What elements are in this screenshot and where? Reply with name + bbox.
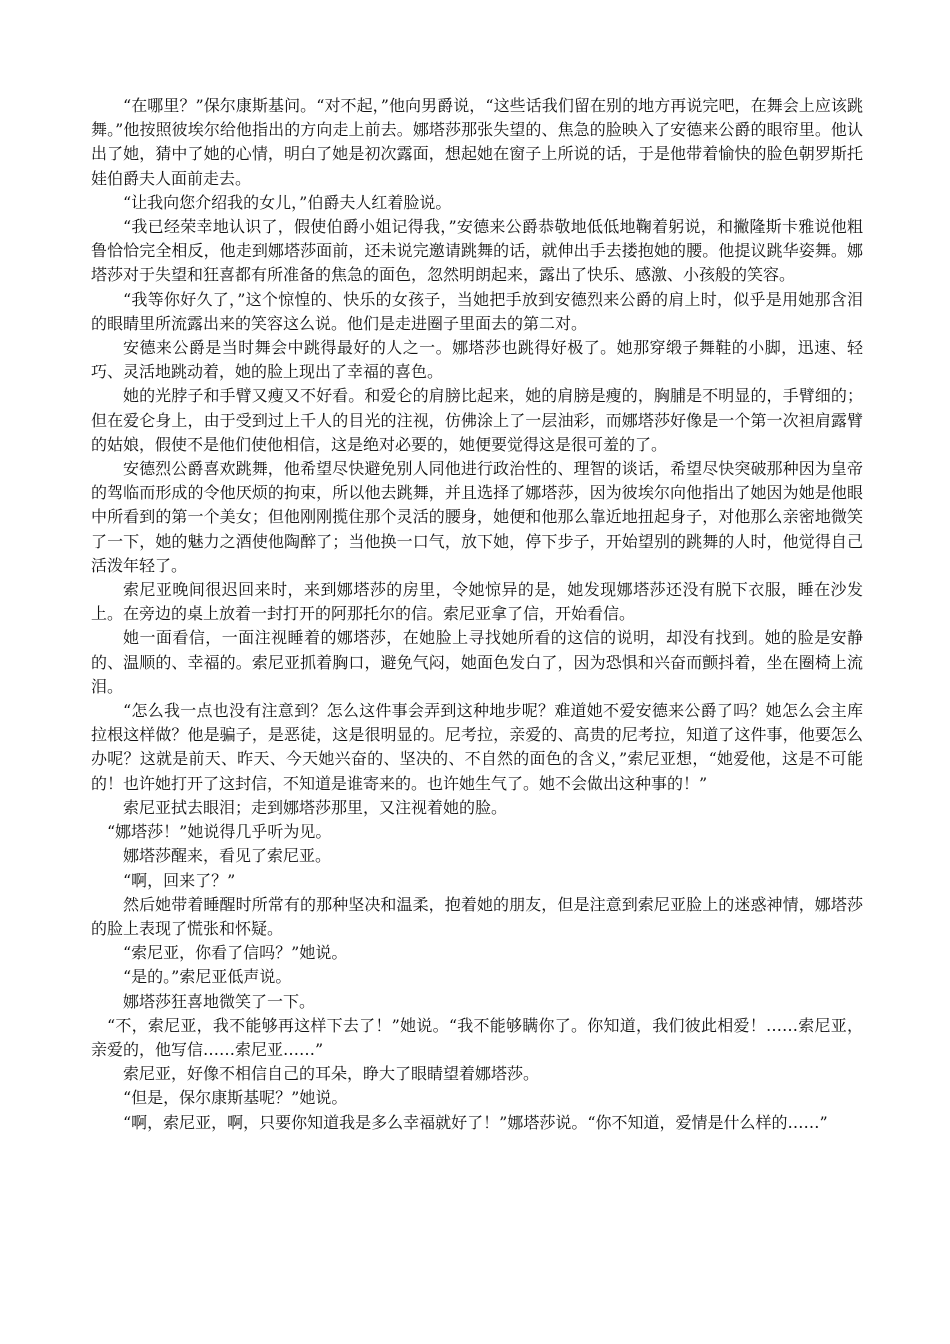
paragraph: 她一面看信，一面注视睡着的娜塔莎，在她脸上寻找她所看的这信的说明，却没有找到。她的脸是安静的、温顺的、幸福的。索尼亚抓着胸口，避免气闷，她面色发白了，因为恐惧和兴奋而颤抖着，坐在圈椅上流泪。	[91, 628, 863, 696]
paragraph: 安德烈公爵喜欢跳舞，他希望尽快避免别人同他进行政治性的、理智的谈话，希望尽快突破那种因为皇帝的驾临而形成的令他厌烦的拘束，所以他去跳舞，并且选择了娜塔莎，因为彼埃尔向他指出了她因为她是他眼中所看到的第一个美女；但他刚刚揽住那个灵活的腰身，她便和他那么靠近地扭起身子，对他那么亲密地微笑了一下，她的魅力之酒使他陶醉了；当他换一口气，放下她，停下步子，开始望别的跳舞的人时，他觉得自己活泼年轻了。	[91, 459, 863, 575]
paragraph: 娜塔莎醒来，看见了索尼亚。	[123, 846, 332, 866]
paragraph: “啊，回来了？”	[123, 870, 236, 890]
paragraph: 索尼亚晚间很迟回来时，来到娜塔莎的房里，令她惊异的是，她发现娜塔莎还没有脱下衣服，睡在沙发上。在旁边的桌上放着一封打开的阿那托尔的信。索尼亚拿了信，开始看信。	[91, 580, 863, 624]
paragraph: “我已经荣幸地认识了，假使伯爵小姐记得我，”安德来公爵恭敬地低低地鞠着躬说，和撇隆斯卡雅说他粗鲁恰恰完全相反，他走到娜塔莎面前，还未说完邀请跳舞的话，就伸出手去搂抱她的腰。他提议跳华姿舞。娜塔莎对于失望和狂喜都有所准备的焦急的面色，忽然明朗起来，露出了快乐、感激、小孩般的笑容。	[91, 217, 863, 285]
paragraph: “不，索尼亚，我不能够再这样下去了！”她说。“我不能够瞒你了。你知道，我们彼此相爱！……索尼亚，亲爱的，他写信……索尼亚……”	[91, 1015, 863, 1059]
paragraph: “是的。”索尼亚低声说。	[123, 967, 292, 987]
paragraph: “索尼亚，你看了信吗？”她说。	[123, 943, 348, 963]
paragraph: 索尼亚，好像不相信自己的耳朵，睁大了眼睛望着娜塔莎。	[123, 1064, 540, 1084]
paragraph: “在哪里？”保尔康斯基问。“对不起，”他向男爵说，“这些话我们留在别的地方再说完吧，在舞会上应该跳舞。”他按照彼埃尔给他指出的方向走上前去。娜塔莎那张失望的、焦急的脸映入了安德来公爵的眼帘里。他认出了她，猜中了她的心情，明白了她是初次露面，想起她在窗子上所说的话，于是他带着愉快的脸色朝罗斯托娃伯爵夫人面前走去。	[91, 96, 863, 188]
paragraph: “娜塔莎！”她说得几乎听为见。	[107, 822, 332, 842]
paragraph: 然后她带着睡醒时所常有的那种坚决和温柔，抱着她的朋友，但是注意到索尼亚脸上的迷惑神情，娜塔莎的脸上表现了慌张和怀疑。	[91, 894, 863, 938]
paragraph: “让我向您介绍我的女儿，”伯爵夫人红着脸说。	[123, 192, 452, 212]
paragraph: “我等你好久了，”这个惊惶的、快乐的女孩子，当她把手放到安德烈来公爵的肩上时，似乎是用她那含泪的眼睛里所流露出来的笑容这么说。他们是走进圈子里面去的第二对。	[91, 289, 863, 333]
body-text	[91, 94, 863, 1135]
paragraph: “但是，保尔康斯基呢？”她说。	[123, 1088, 348, 1108]
paragraph: 她的光脖子和手臂又瘦又不好看。和爱仑的肩膀比起来，她的肩膀是瘦的，胸脯是不明显的，手臂细的；但在爱仑身上，由于受到过上千人的目光的注视，仿佛涂上了一层油彩，而娜塔莎好像是一个第一次袒肩露臂的姑娘，假使不是他们使他相信，这是绝对必要的，她便要觉得这是很可羞的了。	[91, 386, 863, 454]
paragraph: 安德来公爵是当时舞会中跳得最好的人之一。娜塔莎也跳得好极了。她那穿缎子舞鞋的小脚，迅速、轻巧、灵活地跳动着，她的脸上现出了幸福的喜色。	[91, 338, 863, 382]
paragraph: 索尼亚拭去眼泪；走到娜塔莎那里，又注视着她的脸。	[123, 797, 508, 817]
paragraph: 娜塔莎狂喜地微笑了一下。	[123, 991, 316, 1011]
paragraph: “啊，索尼亚，啊，只要你知道我是多么幸福就好了！”娜塔莎说。“你不知道，爱情是什么样的……”	[123, 1112, 828, 1132]
paragraph: “怎么我一点也没有注意到？怎么这件事会弄到这种地步呢？难道她不爱安德来公爵了吗？她怎么会主库拉根这样做？他是骗子，是恶徒，这是很明显的。尼考拉，亲爱的、高贵的尼考拉，知道了这件事，他要怎么办呢？这就是前天、昨天、今天她兴奋的、坚决的、不自然的面色的含义，”索尼亚想，“她爱他，这是不可能的！也许她打开了这封信，不知道是谁寄来的。也许她生气了。她不会做出这种事的！”	[91, 701, 863, 793]
